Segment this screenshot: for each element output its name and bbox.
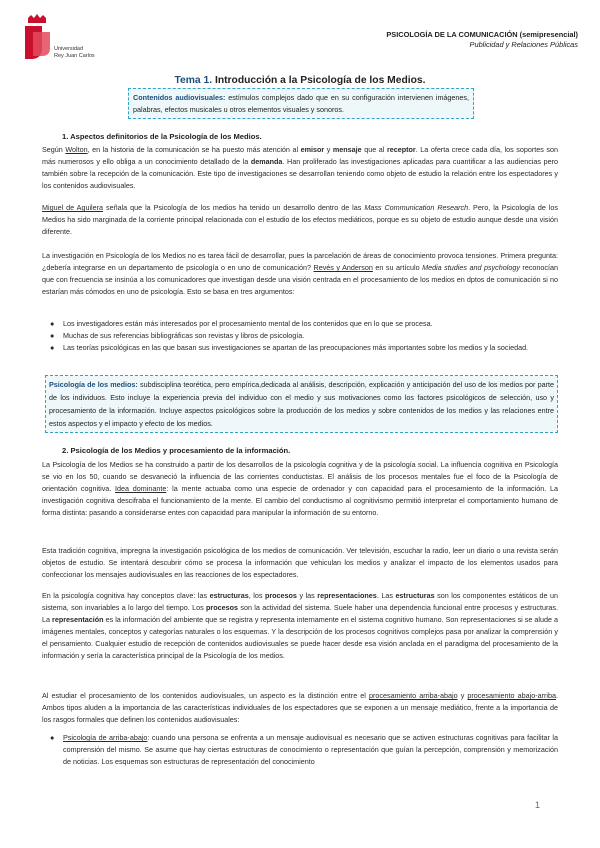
list-item: ● Psicología de arriba-abajo: cuando una persona se enfrenta a un mensaje audiovisual es necesario que se activen estructuras cognitivas para facilitar la comprensión del mismo. Se asume que hay ciertas estructuras de conocimiento o representación que guían la percepción, comprensión y memorización de noticias. Los esquemas son estructuras de representación del conocimiento <box>50 733 558 766</box>
definition-box-psicologia-medios <box>45 375 558 433</box>
title-text: Introducción a la Psicología de los Medios. <box>214 75 426 86</box>
list-item: ● Los investigadores están más interesados por el procesamiento mental de los contenidos que en lo que se procesa. <box>50 319 433 328</box>
term-abajo-arriba: procesamiento abajo-arriba <box>467 691 557 700</box>
s2-paragraph-4: Al estudiar el procesamiento de los contenidos audiovisuales, un aspecto es la distinción entre el procesamiento arriba-abajo y procesamiento abajo-arriba. Ambos tipos aluden a la importancia de las características individuales de los espectadores que se exponen a un mensaje mediático, frente a la importancia de los rasgos formales que definen los contenidos audiovisuales: <box>42 691 559 724</box>
definition-text: subdisciplina teorética, pero empírica,dedicada al análisis, descripción, explicación y anticipación del uso de los medios por parte de los individuos. Esto incluye la experiencia previa del individuo con el medio y sus motivaciones como los factores psicológicos de selección, uso y procesamiento de la información. Incluye aspectos psicológicos sobre la producción de los medios y sobre contenidos de los medios y las relaciones entre estos aspectos y el impacto y efecto de los medios. <box>49 380 554 428</box>
page-title <box>0 75 600 86</box>
author-reves-anderson: Revés y Anderson <box>313 263 373 272</box>
university-crest-icon <box>22 14 54 62</box>
definition-text: estímulos complejos dado que en su configuración intervienen imágenes, palabras, efectos musicales u otros elementos visuales y sonoros. <box>133 93 470 114</box>
list-item: ● Muchas de sus referencias bibliográficas son revistas y libros de psicología. <box>50 331 305 340</box>
s2-bullet-list <box>50 732 558 768</box>
course-name: PSICOLOGÍA DE LA COMUNICACIÓN (semipresencial) <box>386 30 578 39</box>
definition-term: Contenidos audiovisuales: <box>133 93 226 102</box>
section-2-heading: 2. Psicología de los Medios y procesamiento de la información. <box>62 446 291 455</box>
title-number: Tema 1. <box>174 75 213 86</box>
logo-line2: Rey Juan Carlos <box>54 52 95 59</box>
term-arriba-abajo: procesamiento arriba-abajo <box>369 691 458 700</box>
s2-paragraph-1: La Psicología de los Medios se ha construido a partir de los desarrollos de la psicología cognitiva y de la psicología social. La influencia cognitiva en Psicología se vio en los 50, cuando se desvaneció la influencia de las corrientes conductistas. El análisis de los procesos mentales fue el foco de la Psicología de orientación cognitiva. Idea dominante: la mente actuaba como una especie de ordenador y con capacidad para el procesamiento de la información. La investigación cognitiva descifraba el funcionamiento de la mente. El cambio del conductismo al cognitivismo permitió interpretar el comportamiento humano de forma distinta: pasando a considerarse entes con capacidad para manipular la información de su entorno. <box>42 460 558 517</box>
page-number: 1 <box>534 800 540 810</box>
author-wolton: Wolton <box>65 145 88 154</box>
definition-box-audiovisual <box>128 88 474 119</box>
s1-paragraph-3: La investigación en Psicología de los Medios no es tarea fácil de desarrollar, pues la parcelación de áreas de conocimiento provoca tensiones. Primera pregunta: ¿debería integrarse en un departamento de psicología o en uno de comunicación? Revés y Anderson en su artículo Media studies and psychology reconocían que con frecuencia se insinúa a los comunicadores que investigan desde una visión centrada en el procesamiento de los medios en dptos de comunicación si no estarían más cómodos en uno de psicología. Esto se basa en tres argumentos: <box>42 251 558 296</box>
term-idea-dominante: Idea dominante <box>115 484 167 493</box>
section-1-heading: 1. Aspectos definitorios de la Psicología de los Medios. <box>62 132 262 141</box>
s1-bullet-list <box>50 318 558 354</box>
university-logo <box>22 14 112 64</box>
author-aguilera: Miguel de Aguilera <box>42 203 104 212</box>
s1-paragraph-1: Según Wolton, en la historia de la comunicación se ha puesto más atención al emisor y mensaje que al receptor. La oferta crece cada día, los soportes son más numerosos y ello obliga a un conocimiento detallado de la demanda. Han proliferado las investigaciones aplicadas para cuantificar a las audiencias pero también sobre la recepción de la comunicación. Este tipo de investigaciones se desarrollan teniendo como objeto de estudio la relación entre los espectadores y los contenidos audiovisuales. <box>42 145 559 190</box>
list-item: ● Las teorías psicológicas en las que basan sus investigaciones se apartan de las preocupaciones más importantes sobre los medios y la sociedad. <box>50 343 529 352</box>
degree-name: Publicidad y Relaciones Públicas <box>469 40 578 49</box>
definition-term: Psicología de los medios: <box>49 380 138 389</box>
s1-paragraph-2: Miguel de Aguilera señala que la Psicología de los medios ha tenido un desarrollo dentro de las Mass Communication Research. Pero, la Psicología de los Medios ha sido marginada de la corriente principal relacionada con el estudio de los efectos mediáticos, porque es su objeto de estudio aunque desde una visión diferente. <box>42 203 558 236</box>
logo-line1: Universidad <box>54 46 84 52</box>
document-header <box>386 30 578 50</box>
s2-paragraph-2: Esta tradición cognitiva, impregna la investigación psicológica de los medios de comunicación. Ver televisión, escuchar la radio, leer un diario o una revista serán objetos de estudio. Se intentará descubrir cómo se procesa la información que vehiculan los medios y analizar el impacto de los elementos usados para confeccionar los mensajes audiovisuales en las reacciones de los espectadores. <box>42 546 558 579</box>
s2-paragraph-3: En la psicología cognitiva hay conceptos clave: las estructuras, los procesos y las representaciones. Las estructuras son los componentes estáticos de un sistema, son invariables a lo largo del tiempo. Los procesos son la actividad del sistema. Suele haber una dependencia funcional entre procesos y estructuras. La representación es la información del ambiente que se registra y representa internamente en el sistema cognitivo humano. Son representaciones si se alude a imágenes mentales, conceptos y categorías naturales o los esquemas. Y la descripción de los procesos cognitivos complejos pasa por analizar la comprensión y el pensamiento. Cualquier estudio de recepción de contenidos audiovisuales se puede hacer desde esa visión anclada en el paradigma del procesamiento de la información y sería la característica principal de la Psicología de los medios. <box>42 591 558 660</box>
